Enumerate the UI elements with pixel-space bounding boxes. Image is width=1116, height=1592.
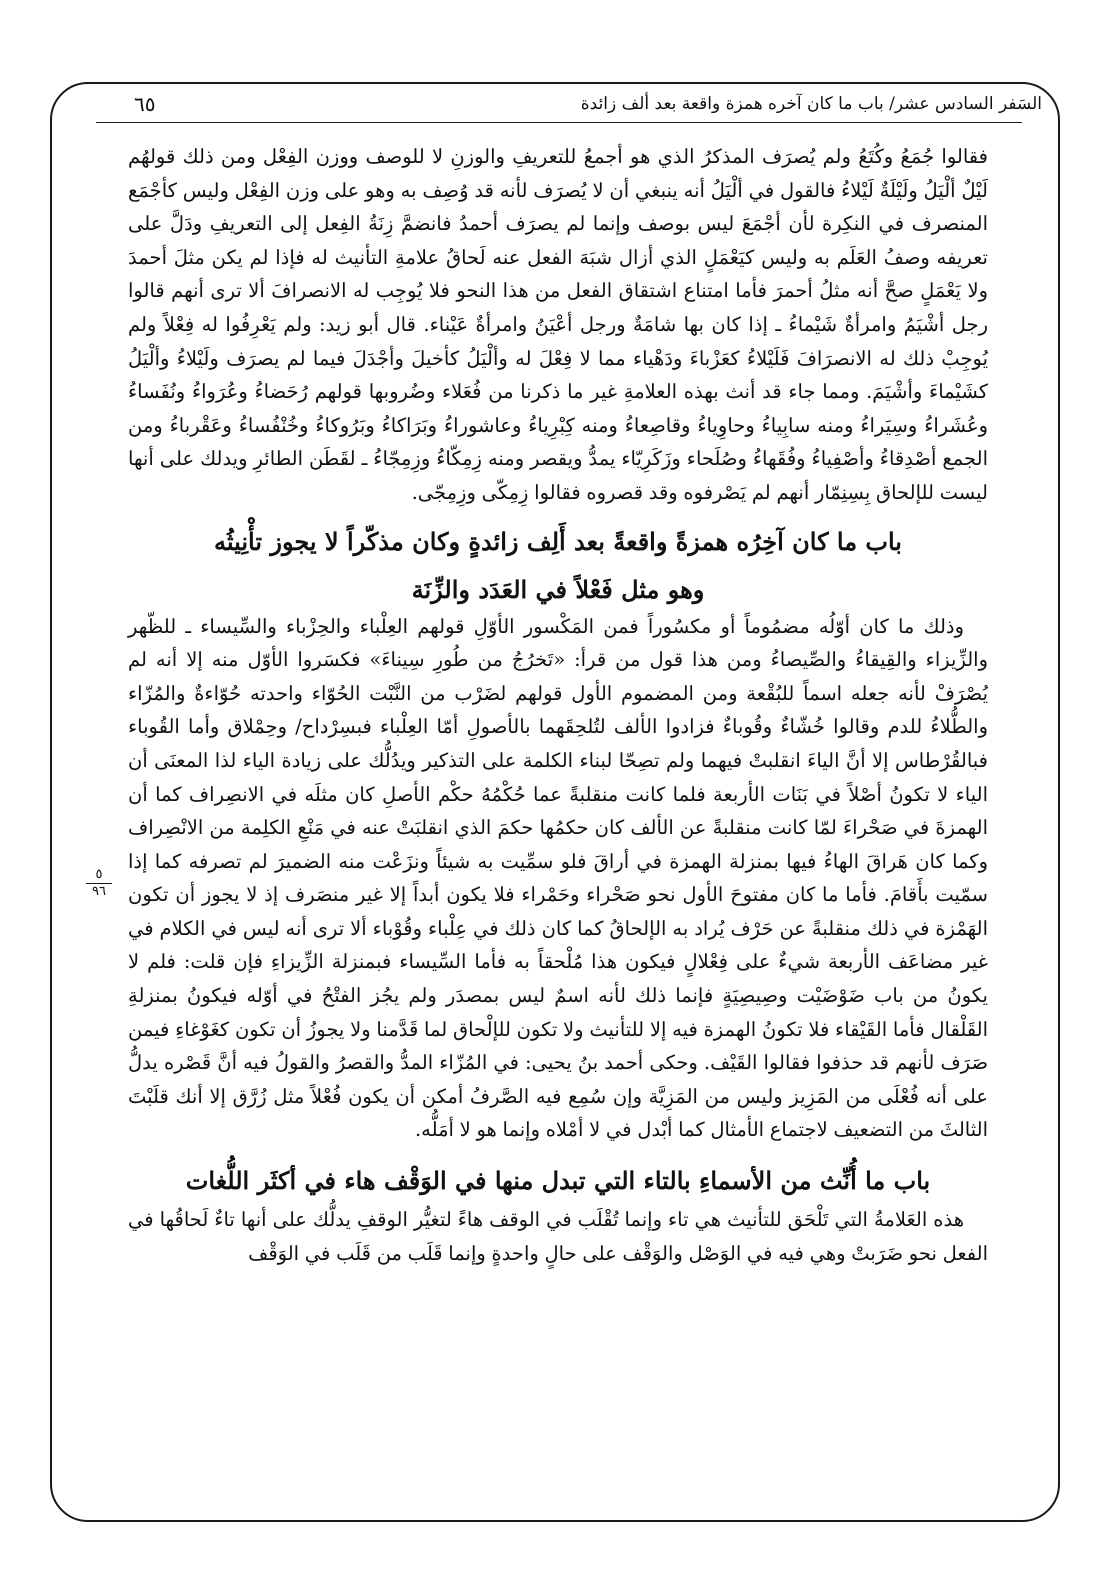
page-number: ٦٥ xyxy=(134,92,156,116)
header-rule xyxy=(96,122,1022,123)
paragraph-2-text: وذلك ما كان أوّلُه مضمُوماً أو مكسُوراً فمن المَكْسور الأوّلِ قولهم العِلْباء والحِزْباء والسِّيساء ـ للظّهر والزِّيزاء والقِيقاءُ والصِّيصاءُ ومن هذا قول من قرأ: «تَخرُجُ من طُورِ سِيناءَ» فكسَروا الأوّل منه إلا أنه لم يُصْرَفْ لأنه جعله اسماً للبُقْعة ومن المضموم الأول قولهم لضَرْب من النَّبْت الحُوّاء واحدته حُوّاءةٌ والمُزّاء والطُّلاءُ للدم وقالوا خُشّاءٌ وقُوباءٌ فزادوا الألف لتُلحِقَهما بالأصولِ أمّا العِلْباء فبسِرْداح/ وحِمْلاق وأما القُوباء فبالقُرْطاس إلا أنَّ الياءَ انقلبتْ فيهما ولم تصِحّا لبناء الكلمة على التذكير ويدُلُّك على زيادة الياء لذا المعنَى أن الياء لا تكونُ أصْلاً في بَنَات الأربعة فلما كانت منقلبةً عما حُكْمُهُ حكْم الأصلِ كان مثلَه في الانصِراف كما أن الهمزةَ في صَحْراءَ لمّا كانت منقلبةً عن الألف كان حكمُها حكمَ الذي انقلبَتْ عنه في مَنْعِ الكلِمة من الانْصِراف وكما كان هَراقَ الهاءُ فيها بمنزلة الهمزة في أراقَ فلو سمِّيت به شيئاً ونزَعْت منه الضميرَ لم تصرفه كما إذا سمّيت بأَقامَ. فأما ما كان مفتوحَ الأول نحو صَحْراء وحَمْراء فلا يكون أبداً إلا غير منصَرف إذ لا يجوز أن تكون الهَمْزة في ذلك منقلبةً عن حَرْف يُراد به الإلحاقُ كما كان ذلك في عِلْباء وقُوْباء ألا ترى أنه ليس في الكلام في غير مضاعَف الأربعة شيءٌ على فِعْلالٍ فيكون هذا مُلْحقاً به فأما السِّيساء فبمنزلة الزِّيزاءِ فإن قلت: فلم لا يكونُ من باب ضَوْضَيْت وصِيصِيَةٍ فإنما ذلك لأنه اسمٌ ليس بمصدَر ولم يجُز الفتْحُ في أوّله فيكونُ بمنزلةِ القَلْقال فأما القَيْقاء فلا تكونُ الهمزة فيه إلا للتأنيث ولا تكون للإلْحاق لما قَدَّمنا ولا يجوزُ أن تكون كغَوْغاءِ فيمن صَرَف لأنهم قد حذفوا فقالوا القَيْف. وحكى أحمد بنُ يحيى: في المُزّاء المدُّ والقصرُ والقولُ فيه أنَّ قَصْره يدلُّ على أنه فُعْلَى من المَزِيز وليس من المَزِيَّة وإن سُمِع فيه الصَّرفُ أمكن أن يكون فُعْلاً مثل زُرَّق إلا أنك قلَبْتَ الثالثَ من التضعيف لاجتماع الأمثال كما أبْدل في لا أمْلاه وإنما هو لا أمَلُّه. xyxy=(128,614,988,1142)
paragraph-3-text: هذه العَلامةُ التي تَلْحَق للتأنيث هي تاء وإنما تُقْلَب في الوقف هاءً لتغيُّر الوقفِ يدلُّك على أنها تاءٌ لَحاقُها في الفعل نحو ضَرَبتْ وهي فيه في الوَصْل والوَقْف على حالٍ واحدةٍ وإنما قَلَب من قَلَب في الوَقْف xyxy=(128,1208,988,1265)
paragraph-2 xyxy=(128,610,988,1148)
section-heading-2: باب ما أُنِّث من الأسماءِ بالتاء التي تبدل منها في الوَقْف هاء في أكثَر اللُّغات xyxy=(185,1166,931,1196)
section-heading-1: باب ما كان آخِرُه همزةً واقعةً بعد أَلِف زائدةٍ وكان مذكّراً لا يجوز تأْنِيثُه xyxy=(214,526,902,556)
paragraph-1: فقالوا جُمَعُ وكُتَعُ ولم يُصرَف المذكرُ الذي هو أجمعُ للتعريفِ والوزنِ لا للوصف ووزن الفِعْل ومن ذلك قولهُم لَيْلٌ ألْيَلُ ولَيْلَةٌ لَيْلاءُ فالقول في ألْيَلُ أنه ينبغي أن لا يُصرَف لأنه قد وُصِف به وهو على وزن الفِعْل وليس كأجْمَع المنصرف في النكِرة لأن أجْمَعَ ليس بوصف وإنما لم يصرَف أحمدُ فانضمَّ زِنَةُ الفِعل إلى التعريفِ ودَلَّ على تعريفه وصفُ العَلَم به وليس كيَعْمَلٍ الذي أزال شبَهَ الفعل عنه لَحاقُ علامةِ التأنيث له فإذا لم يكن مثلَ أحمدَ ولا يَعْمَلٍ صحَّ أنه مثلُ أحمرَ فأما امتناع اشتقاق الفعل من هذا النحو فلا يُوجِب له الانصرافَ ألا ترى أنهم قالوا رجل أشْيَمُ وامرأةٌ شَيْماءُ ـ إذا كان بها شامَةٌ ورجل أعْيَنُ وامرأةٌ عَيْناء. قال أبو زيد: ولم يَعْرِفُوا له فِعْلاً ولم يُوجِبْ ذلك له الانصرَافَ فَلَيْلاءُ كعَزْباءَ ودَهْياء مما لا فِعْلَ له وألْيَلُ كأخيلَ وأجْدَلَ فيما لم يصرَف ولَيْلاءُ وألْيَلُ كشَيْماءَ وأشْيَمَ. ومما جاء قد أنث بهذه العلامةِ غير ما ذكرنا من فُعَلاء وضُروبها قولهم رُحَضاءُ وعُرَواءُ ونُفَساءُ وعُشَراءُ وسِيَراءُ ومنه سابِياءُ وحاوِياءُ وقاصِعاءُ ومنه كِبْرِياءُ وعاشوراءُ وبَرَاكاءُ وبَرُوكاءُ وخُنْفُساءُ وعَقْرباءُ ومن الجمع أصْدِقاءُ وأصْفِياءُ وفُقَهاءُ وصُلَحاء وزَكَرِيّاء يمدُّ ويقصر ومنه زِمِكّاءُ وزِمِجّاءُ ـ لقَطَن الطائرِ ويدلك على أنها ليست للإلحاق بِسِنِمّار أنهم لم يَصْرفوه وقد قصروه فقالوا زِمِكّى وزِمِجّى. xyxy=(128,145,988,504)
section-subheading-1: وهو مثل فَعْلاً في العَدَد والزِّنَة xyxy=(411,574,705,604)
margin-reference xyxy=(86,868,112,899)
margin-reference-bottom: ٩٦ xyxy=(92,884,106,899)
page-content xyxy=(128,140,988,1270)
margin-reference-top: ٥ xyxy=(95,867,103,882)
paragraph-3 xyxy=(128,1203,988,1270)
running-head: السَفر السادس عشر/ باب ما كان آخره همزة واقعة بعد ألف زائدة xyxy=(580,94,1042,114)
